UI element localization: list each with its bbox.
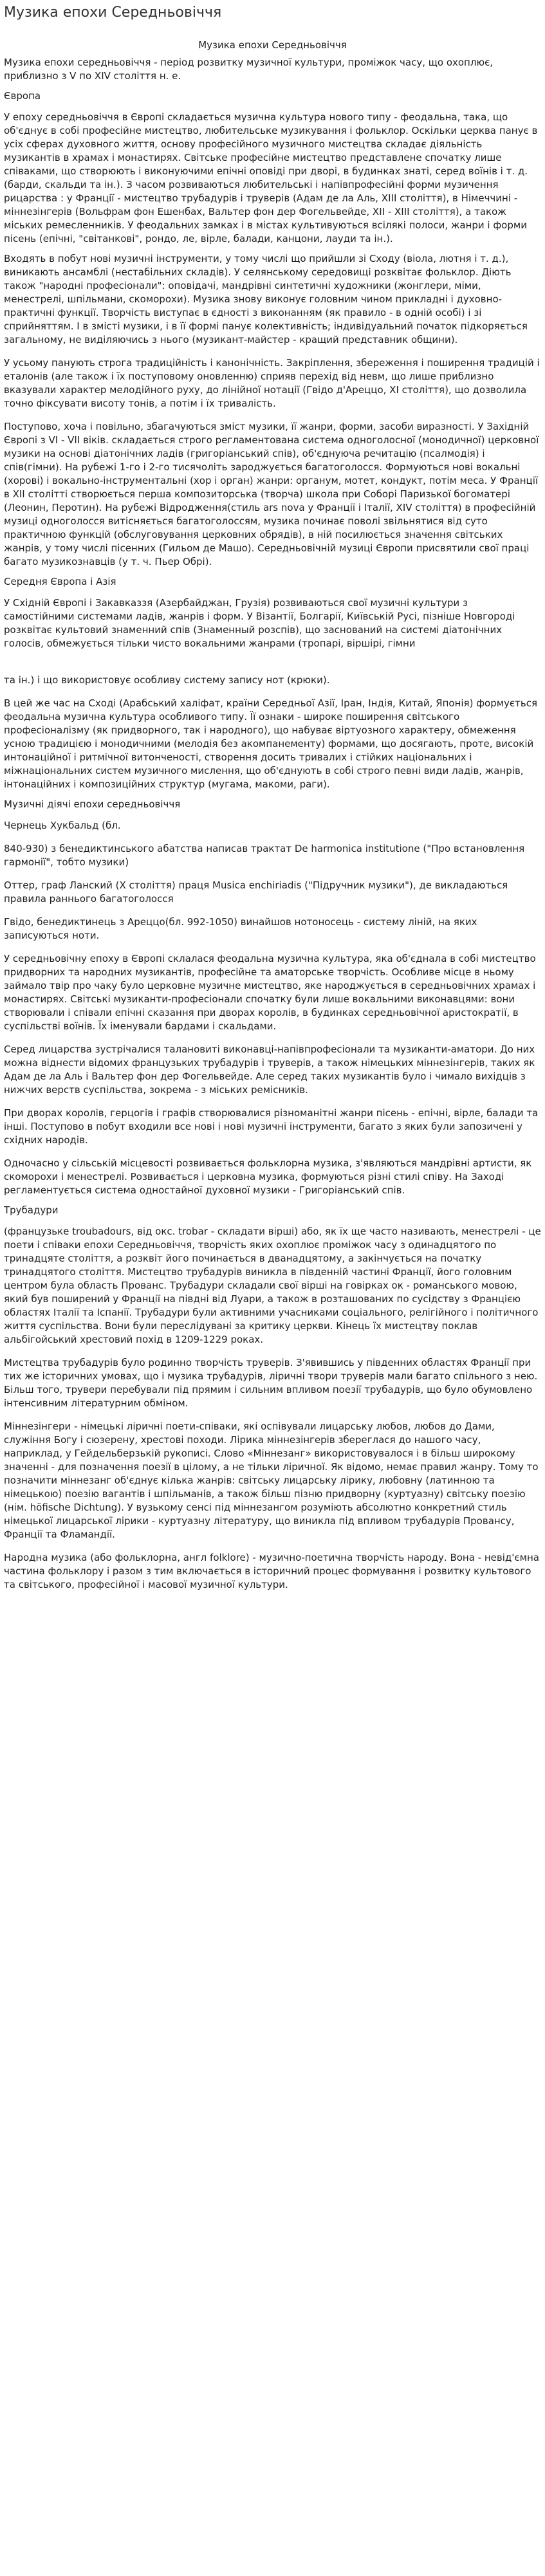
section-heading-troubadours: Трубадури <box>4 1204 59 1216</box>
paragraph-asia-continued: та ін.) і що використовує особливу систему запису нот (крюки). <box>4 674 330 686</box>
section-heading-figures: Музичні діячі епохи середньовіччя <box>4 798 181 810</box>
paragraph-secular: У середньовічну епоху в Європі склалася феодальна музична культура, яка об'єднала в собі мистецтво придворних та народних музикантів, професійне та аматорське творчість. Особливе місце в ньому займало твір про чаку було церковне музичне мистецтво, яке народжується в середньовічних храмах і монастирях. Світські музиканти-професіонали спочатку були лише вокальними виконавцями: вони створювали і співали епічні сказання при дворах королів, в будинках середньовічної аристократії, в суспільстві воїнів. Їх іменували бардами і скальдами. <box>4 953 536 1032</box>
paragraph-minnesingers: Міннезінгери - німецькі ліричні поети-співаки, які оспівували лицарську любов, любов до Дами, служіння Богу і сюзерену, хрестові походи. Лірика міннезінгерів збереглася до нашого часу, наприклад, у Гейдельберзькій рукописі. Слово «Міннезанг» використовувалося і в більш широкому значенні - для позначення поезії в цілому, а не тільки ліричної. Як відомо, немає правил жанру. Тому то позначити міннезанг об'єднує кілька жанрів: світську лицарську лірику, любовну (латинною та німецькою) поезію вагантів і шпільманів, а також більш пізню придворну (куртуазну) світську поезію (нім. höfische Dichtung). У вузькому сенсі під міннезангом розуміють абсолютно конкретний стиль німецької лицарської лірики - куртуазну літературу, що виникла під впливом трубадурів Провансу, Франції та Фламандії. <box>4 1421 539 1540</box>
section-heading-asia: Середня Європа і Азія <box>4 576 116 587</box>
paragraph-europe: У епоху середньовіччя в Європі складається музична культура нового типу - феодальна, така, що об'єднує в собі професійне мистецтво, любительське музикування і фольклор. Оскільки церква панує в усіх сферах духовного життя, основу професійного музичного мистецтва складає діяльність музикантів в храмах і монастирях. Світське професійне мистецтво представлене спочатку лише співаками, що створюють і виконуючими епічні оповіді при дворі, в будинках знаті, серед воїнів і т. д. (барди, скальди та ін.). З часом розвиваються любительські і напівпрофесійні форми музичення рицарства : у Франції - мистецтво трубадурів і труверів (Адам де ла Аль, XIII століття), в Німеччині - міннезінгерів (Вольфрам фон Ешенбах, Вальтер фон дер Фогельвейде, XII - XIII століття), а також міських ремесленників. У феодальних замках і в містах культивуються всілякі полоси, жанри і форми пісень (епічні, "світанкові", рондо, ле, вірле, балади, канцони, лауди та ін.). <box>4 111 538 244</box>
paragraph-courts: При дворах королів, герцогів і графів створювалися різноманітні жанри пісень - епічні, вірле, балади та інші. Поступово в побут входили все нові і нові музичні інструменти, багато з яких були запозичені у східних народів. <box>4 1107 539 1146</box>
paragraph-asia: У Східній Європі і Закавказзя (Азербайджан, Грузія) розвиваються свої музичні культури з самостійними системами ладів, жанрів і форм. У Візантії, Болгарії, Київській Русі, пізніше Новгороді розквітає культовий знаменний спів (Знаменный розспів), що заснований на системі діатонічних голосів, обмежується тільки чисто вокальними жанрами (тропарі, віршірі, гімни <box>4 597 515 649</box>
paragraph-progress: Поступово, хоча і повільно, збагачуються зміст музики, її жанри, форми, засоби виразності. У Західній Європі з VI - VII віків. складається строго регламентована система одноголосної (монодичної) церковної музики на основі діатонічних ладів (григоріанський спів), об'єднуюча речитацію (псалмодія) і спів(гімни). На рубежі 1-го і 2-го тисячоліть зароджується багатоголосся. Формуються нові вокальні (хорові) і вокально-інструментальні (хор і орган) жанри: органум, мотет, кондукт, потім меса. У Франції в XII столітті створюється перша композиторська (творча) школа при Соборі Паризької богоматері (Леонин, Перотин). На рубежі Відродження(стиль ars nova у Франції і Італії, XIV століття) в професійній музиці одноголосся витісняється багатоголоссям, музика починає поволі звільнятися від суто практичною функцій (обслуговування церковних обрядів), в ній посилюється значення світських жанрів, у тому числі пісенних (Гильом де Машо). Середньовічній музиці Європи присвятили свої праці багато музикознавців (у т. ч. Пьер Обрі). <box>4 421 539 567</box>
paragraph-east: В цей же час на Сході (Арабський халіфат, країни Середньої Азії, Іран, Індія, Китай, Японія) формується феодальна музична культура особливого типу. Її ознаки - широке поширення світського професіоналізму (як придворного, так і народного), що набуває віртуозного характеру, обмеження усною традицією і монодичними (мелодія без акомпанементу) формами, що досягають, проте, високій интонаційної і ритмічної витонченості, створення досить тривалих і стійких національних і міжнаціональних систем музичного мислення, що об'єднують в собі строго певні види ладів, жанрів, інтонаційних і композиційних структур (мугама, макоми, раги). <box>4 697 537 790</box>
paragraph-instruments: Входять в побут нові музичні інструменти, у тому числі що прийшли зі Сходу (віола, лютня і т. д.), виникають ансамблі (нестабільних складів). У селянському середовищі розквітає фольклор. Діють також "народні професіонали": оповідачі, мандрівні синтетичні художники (жонглери, міми, менестрелі, шпільмани, скоморохи). Музика знову виконує головним чином прикладні і духовно-практичні функції. Творчість виступає в єдності з виконанням (як правило - в одній особі) і зі сприйняттям. І в змісті музики, і в її формі панує колективність; індивідуальний початок підкоряється загальному, не виділяючись з нього (музикант-майстер - кращий представник общини). <box>4 253 528 345</box>
page-title: Музика епохи Середньовіччя <box>4 5 222 21</box>
intro-paragraph: Музика епохи середньовіччя - період розвитку музичної культури, проміжок часу, що охоплює, приблизно з V по XIV століття н. е. <box>4 57 494 82</box>
paragraph-folk: Одночасно у сільській місцевості розвивається фольклорна музика, з'являються мандрівні артисти, як скоморохи і менестрелі. Розвивається і церковна музика, формуються різні стилі співу. На Заході регламентується система одностайної духовної музики - Григоріанський спів. <box>4 1157 532 1196</box>
figure-otger: Оттер, граф Ланский (X століття) праця Musica enchiriadis ("Підручник музики"), де викладаються правила раннього багатоголосся <box>4 879 508 905</box>
figure-guido: Гвідо, бенедиктинець з Ареццо(бл. 992-1050) винайшов нотоносець - систему ліній, на яких записуються ноти. <box>4 916 477 941</box>
paragraph-canon: У усьому панують строга традиційність і канонічність. Закріплення, збереження і поширення традицій і еталонів (але також і їх поступовому оновленню) сприяв перехід від невм, що лише приблизно вказували характер мелодійного руху, до лінійної нотації (Гвідо д'Ареццо, XI століття), що дозволила точно фіксувати висоту тонів, а потім і їх тривалість. <box>4 357 540 409</box>
figure-hucbald-intro: Чернець Хукбальд (бл. <box>4 820 121 831</box>
paragraph-knights: Серед лицарства зустрічалися талановиті виконавці-напівпрофесіонали та музиканти-аматори. До них можна віднести відомих французьких трубадурів і труверів, а також німецьких міннезінгерів, таких як Адам де ла Аль і Вальтер фон дер Фогельвейде. Але серед таких музикантів було і чимало вихідців з нижчих верств суспільства, зокрема - з міських ремісників. <box>4 1044 535 1096</box>
section-heading-europe: Європа <box>4 90 41 102</box>
paragraph-folklore: Народна музика (або фольклорна, англ folklore) - музично-поетична творчість народу. Вона - невід'ємна частина фольклору і разом з тим включається в історичний процес формування і розвитку культового та світського, професійної і масової музичної культури. <box>4 1552 539 1590</box>
figure-hucbald-text: 840-930) з бенедиктинського абатства написав трактат De harmonica institutione ("Про встановлення гармонії", тобто музики) <box>4 843 525 868</box>
paragraph-troubadours-1: (французьке troubadours, від окс. trobar - складати вірші) або, як їх ще часто називають, менестрелі - це поети і співаки епохи Середньовіччя, творчість яких охоплює проміжок часу з одинадцятого по тринадцяте століття, а розквіт його починається в дванадцятому, а закінчується на початку тринадцятого століття. Мистецтво трубадурів виникла в південній частині Франції, його головним центром була область Прованс. Трубадури складали свої вірші на говірках ок - романського мовою, який був поширений у Франції на півдні від Луари, а також в розташованих по сусідству з Францією областях Італії та Іспанії. Трубадури були активними учасниками соціального, релігійного і політичного життя суспільства. Вони були переслідувані за критику церкви. Кінець їх мистецтву поклав альбігойський хрестовий похід в 1209-1229 роках. <box>4 1226 541 1345</box>
article-subtitle: Музика епохи Середньовіччя <box>198 39 347 51</box>
paragraph-troubadours-2: Мистецтва трубадурів було родинно творчість труверів. З'явившись у південних областях Франції при тих же історичних умовах, що і музика трубадурів, ліричні твори труверів мали багато спільного з нею. Більш того, трувери перебували під прямим і сильним впливом поезії трубадурів, що було обумовлено інтенсивним літературним обміном. <box>4 1357 538 1409</box>
